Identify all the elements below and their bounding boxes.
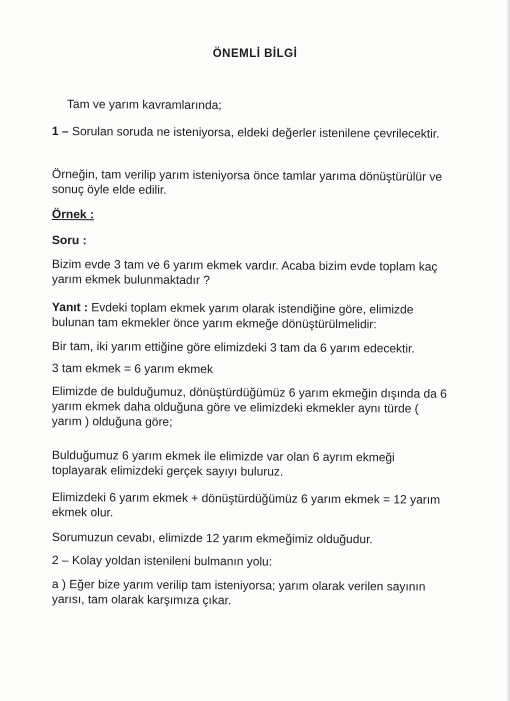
page-edge-shadow bbox=[506, 0, 510, 701]
ratio-line: Bir tam, iki yarım ettiğine göre elimizdeki 3 tam da 6 yarım edecektir. bbox=[51, 339, 415, 356]
equation-line: 3 tam ekmek = 6 yarım ekmek bbox=[51, 361, 214, 377]
rule-1 bbox=[52, 124, 452, 142]
rule-1-text: Sorulan soruda ne isteniyorsa, eldeki değerler istenilene çevrilecektir. bbox=[68, 124, 440, 141]
answer-paragraph bbox=[52, 300, 452, 333]
example-intro: Örneğin, tam verilip yarım isteniyorsa önce tamlar yarıma dönüştürülür ve sonuç öyle elde edilir. bbox=[51, 167, 443, 197]
rule-2a: a ) Eğer bize yarım verilip tam isteniyorsa; yarım olarak verilen sayının yarısı, tam olarak karşımıza çıkar. bbox=[51, 577, 426, 608]
rule-2: 2 – Kolay yoldan istenileni bulmanın yolu: bbox=[51, 553, 273, 569]
page-title: ÖNEMLİ BİLGİ bbox=[212, 48, 298, 60]
sum-paragraph: Elimizdeki 6 yarım ekmek + dönüştürdüğümüz 6 yarım ekmek = 12 yarım ekmek olur. bbox=[51, 490, 441, 520]
add-paragraph: Bulduğumuz 6 yarım ekmek ile elimizde var olan 6 ayrım ekmeği toplayarak elimizdeki gerçek sayıyı buluruz. bbox=[51, 448, 395, 479]
result-line: Sorumuzun cevabı, elimizde 12 yarım ekmeğimiz olduğudur. bbox=[51, 530, 373, 547]
answer-text: Evdeki toplam ekmek yarım olarak istendiğine göre, elimizde bulunan tam ekmekler önce yarım ekmeğe dönüştürülmelidir: bbox=[51, 300, 414, 332]
question-heading: Soru : bbox=[51, 233, 87, 248]
example-heading: Örnek : bbox=[51, 207, 95, 222]
answer-label: Yanıt : bbox=[51, 300, 89, 315]
intro-text: Tam ve yarım kavramlarında; bbox=[66, 97, 222, 113]
remaining-paragraph: Elimizde de bulduğumuz, dönüştürdüğümüz 6 yarım ekmeğin dışında da 6 yarım ekmek daha olduğuna göre ve elimizdeki ekmekler aynı türde ( yarım ) olduğuna göre; bbox=[51, 384, 447, 429]
rule-1-number: 1 – bbox=[51, 124, 69, 139]
question-text: Bizim evde 3 tam ve 6 yarım ekmek vardır. Acaba bizim evde toplam kaç yarım ekmek bulunmaktadır ? bbox=[51, 257, 438, 288]
